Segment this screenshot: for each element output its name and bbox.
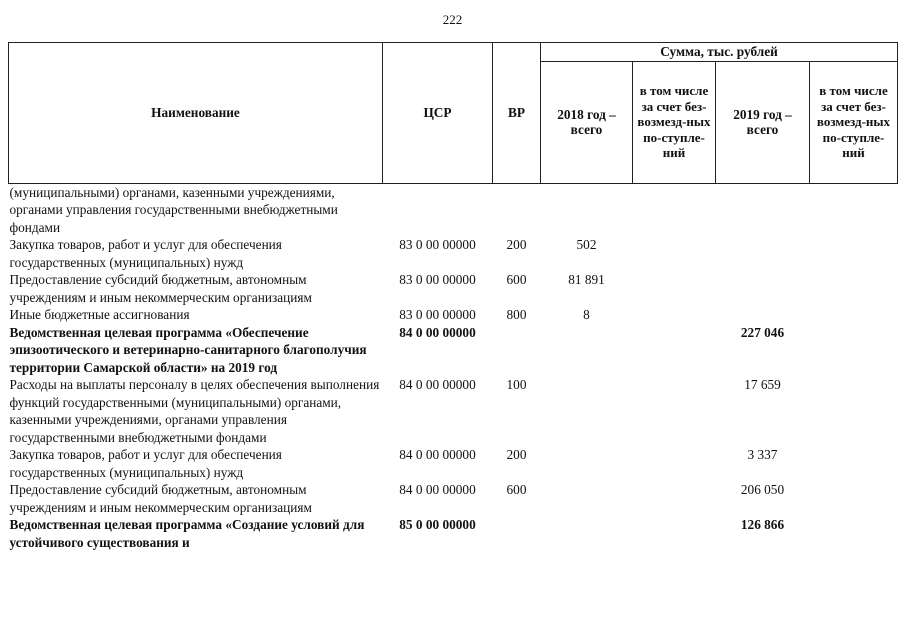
- row-2018-total: [541, 516, 633, 551]
- row-2019-free: [810, 236, 898, 271]
- row-2019-total: [716, 236, 810, 271]
- row-2018-free: [633, 306, 716, 324]
- row-2018-free: [633, 271, 716, 306]
- row-name: Предоставление субсидий бюджетным, автономным учреждениям и иным некоммерческим организациям: [9, 272, 312, 305]
- row-csr: 83 0 00 00000: [399, 237, 476, 252]
- row-2018-free: [633, 446, 716, 481]
- row-2019-total: 3 337: [747, 447, 778, 462]
- row-name: Закупка товаров, работ и услуг для обеспечения государственных (муниципальных) нужд: [9, 447, 282, 480]
- row-2019-free: [810, 271, 898, 306]
- row-csr: 83 0 00 00000: [399, 272, 476, 287]
- header-name: Наименование: [9, 43, 383, 184]
- row-2018-total: [541, 481, 633, 516]
- row-2019-total: 126 866: [740, 517, 785, 532]
- row-2019-free: [810, 183, 898, 236]
- row-vr: [493, 183, 541, 236]
- table-row: [9, 271, 898, 306]
- row-2019-free: [810, 324, 898, 377]
- row-vr: [493, 324, 541, 377]
- row-vr: [493, 516, 541, 551]
- table-row: [9, 481, 898, 516]
- row-2018-free: [633, 376, 716, 446]
- row-2019-total: [716, 183, 810, 236]
- budget-table: [8, 42, 898, 551]
- table-row: [9, 446, 898, 481]
- row-csr: 84 0 00 00000: [399, 324, 476, 340]
- table-row: [9, 516, 898, 551]
- row-2018-total: [541, 324, 633, 377]
- row-2018-total: 8: [583, 307, 590, 322]
- row-2019-total: [716, 306, 810, 324]
- header-vr: ВР: [493, 43, 541, 184]
- row-2019-total: [716, 271, 810, 306]
- row-vr: 600: [506, 482, 527, 497]
- header-2019-free: в том числе за счет без-возмезд-ных по-ступле-ний: [810, 61, 898, 183]
- header-2018-free: в том числе за счет без-возмезд-ных по-ступле-ний: [633, 61, 716, 183]
- row-name: Ведомственная целевая программа «Создание условий для устойчивого существования и: [9, 517, 365, 550]
- row-name: (муниципальными) органами, казенными учреждениями, органами управления государственными внебюджетными фондами: [9, 184, 338, 235]
- row-name: Расходы на выплаты персоналу в целях обеспечения выполнения функций государственными (муниципальными) органами, казенными учреждениями, органами управления государственными внебюджетными фондами: [9, 377, 380, 445]
- row-2018-free: [633, 324, 716, 377]
- row-2019-free: [810, 306, 898, 324]
- table-row: [9, 183, 898, 236]
- row-2019-total: 206 050: [740, 482, 785, 497]
- row-2019-free: [810, 376, 898, 446]
- table-row: [9, 376, 898, 446]
- row-vr: 100: [506, 377, 527, 392]
- row-csr: [383, 183, 493, 236]
- row-csr: 84 0 00 00000: [399, 482, 476, 497]
- table-row: [9, 236, 898, 271]
- row-2019-free: [810, 481, 898, 516]
- table-body: [9, 183, 898, 551]
- row-vr: 200: [506, 237, 527, 252]
- row-2018-free: [633, 236, 716, 271]
- row-2018-total: 81 891: [568, 272, 605, 287]
- row-2019-free: [810, 516, 898, 551]
- row-name: Иные бюджетные ассигнования: [9, 307, 190, 322]
- row-2018-free: [633, 481, 716, 516]
- header-csr: ЦСР: [383, 43, 493, 184]
- table-row: [9, 306, 898, 324]
- row-2018-total: 502: [576, 237, 597, 252]
- row-2019-total: 227 046: [740, 324, 785, 340]
- row-2019-free: [810, 446, 898, 481]
- row-csr: 84 0 00 00000: [399, 447, 476, 462]
- row-vr: 600: [506, 272, 527, 287]
- row-2018-free: [633, 183, 716, 236]
- row-csr: 84 0 00 00000: [399, 377, 476, 392]
- row-2018-total: [541, 376, 633, 446]
- row-csr: 85 0 00 00000: [399, 517, 476, 532]
- header-2018-total: 2018 год – всего: [541, 61, 633, 183]
- table-row: [9, 324, 898, 377]
- row-2018-total: [541, 183, 633, 236]
- row-vr: 200: [506, 447, 527, 462]
- row-vr: 800: [506, 307, 527, 322]
- row-name: Предоставление субсидий бюджетным, автономным учреждениям и иным некоммерческим организациям: [9, 482, 312, 515]
- header-sum-group: Сумма, тыс. рублей: [541, 43, 898, 62]
- row-2019-total: 17 659: [744, 377, 781, 392]
- row-name: Ведомственная целевая программа «Обеспечение эпизоотического и ветеринарно-санитарного благополучия территории Самарской области» на 2019 год: [9, 324, 367, 375]
- row-name: Закупка товаров, работ и услуг для обеспечения государственных (муниципальных) нужд: [9, 237, 282, 270]
- header-2019-total: 2019 год – всего: [716, 61, 810, 183]
- row-csr: 83 0 00 00000: [399, 307, 476, 322]
- row-2018-free: [633, 516, 716, 551]
- row-2018-total: [541, 446, 633, 481]
- page-number: 222: [442, 12, 463, 27]
